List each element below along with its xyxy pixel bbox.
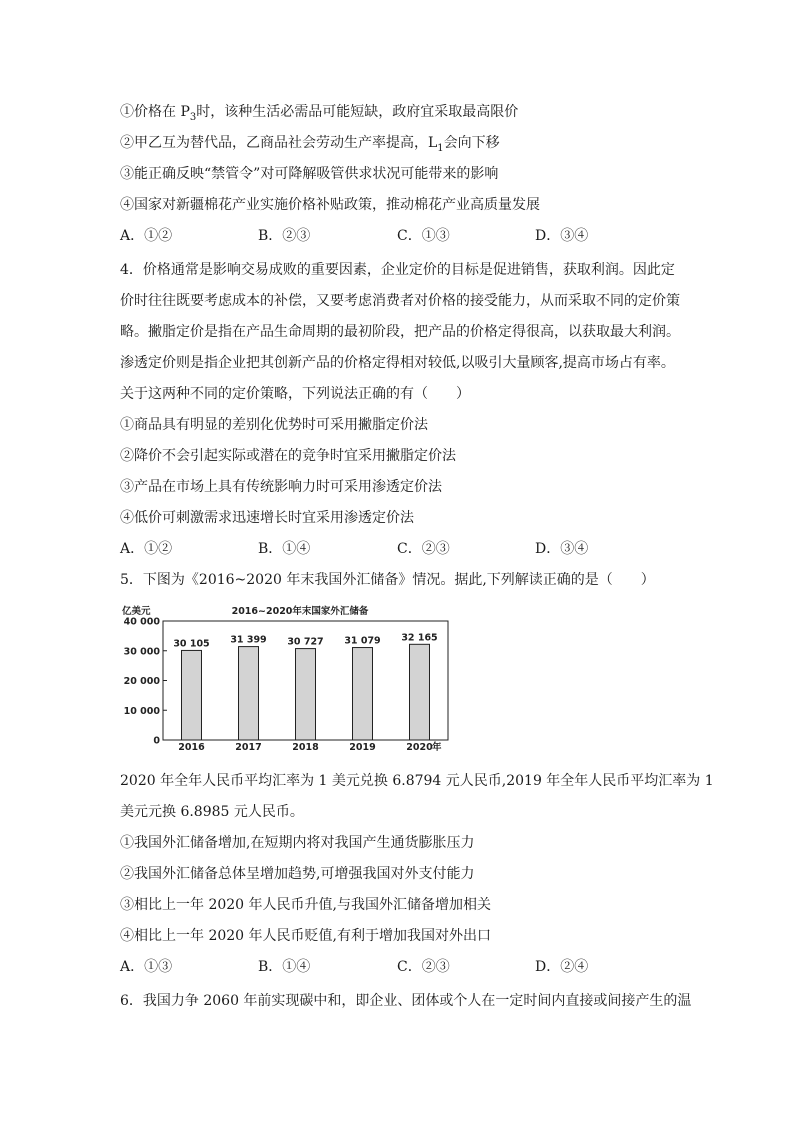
- bar-value-label: 30 727: [287, 636, 324, 648]
- bar-2018: [296, 649, 316, 740]
- q5-option-a: A．①③: [120, 959, 173, 975]
- chart-xlabel: 年: [432, 742, 442, 753]
- q4-stem-line-3: 略。撇脂定价是指在产品生命周期的最初阶段，把产品的价格定得很高，以获取最大利润。: [120, 324, 680, 340]
- q3-item-4: ④国家对新疆棉花产业实施价格补贴政策，推动棉花产业高质量发展: [120, 197, 540, 213]
- bar-value-label: 31 399: [230, 634, 267, 646]
- q4-stem-line-1: 4．价格通常是影响交易成败的重要因素，企业定价的目标是促进销售，获取利润。因此定: [120, 262, 675, 278]
- x-tick-label: 2020: [406, 742, 433, 753]
- q4-item-3: ③产品在市场上具有传统影响力时可采用渗透定价法: [120, 479, 442, 495]
- q4-item-1: ①商品具有明显的差别化优势时可采用撇脂定价法: [120, 417, 428, 433]
- bar-value-label: 32 165: [401, 632, 438, 644]
- q5-stem: 5．下图为《2016~2020 年末我国外汇储备》情况。据此,下列解读正确的是（ ）: [120, 572, 655, 588]
- bar-value-label: 31 079: [344, 635, 381, 647]
- y-tick-label: 0: [153, 735, 160, 747]
- y-tick-label: 40 000: [123, 616, 160, 628]
- q3-item-3: ③能正确反映“禁管令”对可降解吸管供求状况可能带来的影响: [120, 166, 499, 182]
- q3-item-1: ①价格在 $P_3$时，该种生活必需品可能短缺，政府宜采取最高限价: [120, 104, 519, 123]
- q5-item-2: ②我国外汇储备总体呈增加趋势,可增强我国对外支付能力: [120, 866, 475, 882]
- q4-stem-line-5: 关于这两种不同的定价策略，下列说法正确的有（ ）: [120, 386, 470, 402]
- q4-option-b: B．①④: [258, 541, 311, 557]
- x-tick-label: 2016: [178, 742, 205, 753]
- q3-option-b: B．②③: [258, 228, 311, 244]
- q5-option-b: B．①④: [258, 959, 311, 975]
- q4-option-d: D．③④: [535, 541, 589, 557]
- forex-reserve-chart: [118, 600, 450, 756]
- q3-option-d: D．③④: [535, 228, 589, 244]
- q4-item-4: ④低价可刺激需求迅速增长时宜采用渗透定价法: [120, 510, 414, 526]
- q5-note-line-2: 美元元换 6.8985 元人民币。: [120, 804, 304, 820]
- bar-2016: [182, 650, 202, 740]
- q5-item-4: ④相比上一年 2020 年人民币贬值,有利于增加我国对外出口: [120, 928, 491, 944]
- q4-stem-line-4: 渗透定价则是指企业把其创新产品的价格定得相对较低,以吸引大量顾客,提高市场占有率。: [120, 355, 675, 371]
- q3-option-a: A．①②: [120, 228, 173, 244]
- q5-option-c: C．②③: [397, 959, 450, 975]
- y-tick-label: 20 000: [123, 676, 160, 687]
- q5-item-1: ①我国外汇储备增加,在短期内将对我国产生通货膨胀压力: [120, 835, 475, 851]
- q6-stem-line-1: 6．我国力争 2060 年前实现碳中和，即企业、团体或个人在一定时间内直接或间接产生的温: [120, 993, 692, 1009]
- q4-stem-line-2: 价时往往既要考虑成本的补偿，又要考虑消费者对价格的接受能力，从而采取不同的定价策: [120, 293, 680, 309]
- x-tick-label: 2019: [349, 742, 376, 753]
- bar-2020: [410, 644, 430, 740]
- q5-note-line-1: 2020 年全年人民币平均汇率为 1 美元兑换 6.8794 元人民币,2019 年全年人民币平均汇率为 1: [120, 773, 714, 789]
- y-tick-label: 10 000: [123, 705, 160, 717]
- x-tick-label: 2017: [235, 742, 262, 753]
- q4-option-c: C．②③: [397, 541, 450, 557]
- q4-option-a: A．①②: [120, 541, 173, 557]
- bar-value-label: 30 105: [173, 638, 210, 650]
- bar-2019: [353, 648, 373, 740]
- q5-option-d: D．②④: [535, 959, 589, 975]
- q3-option-c: C．①③: [397, 228, 450, 244]
- q4-item-2: ②降价不会引起实际或潜在的竞争时宜采用撇脂定价法: [120, 448, 456, 464]
- bar-2017: [239, 647, 259, 740]
- chart-ylabel: 亿美元: [122, 606, 151, 617]
- x-tick-label: 2018: [292, 742, 319, 753]
- q3-item-2: ②甲乙互为替代品，乙商品社会劳动生产率提高，$L_1$会向下移: [120, 135, 500, 154]
- chart-title: 2016~2020年末国家外汇储备: [231, 606, 369, 617]
- q5-item-3: ③相比上一年 2020 年人民币升值,与我国外汇储备增加相关: [120, 897, 491, 913]
- y-tick-label: 30 000: [123, 646, 160, 658]
